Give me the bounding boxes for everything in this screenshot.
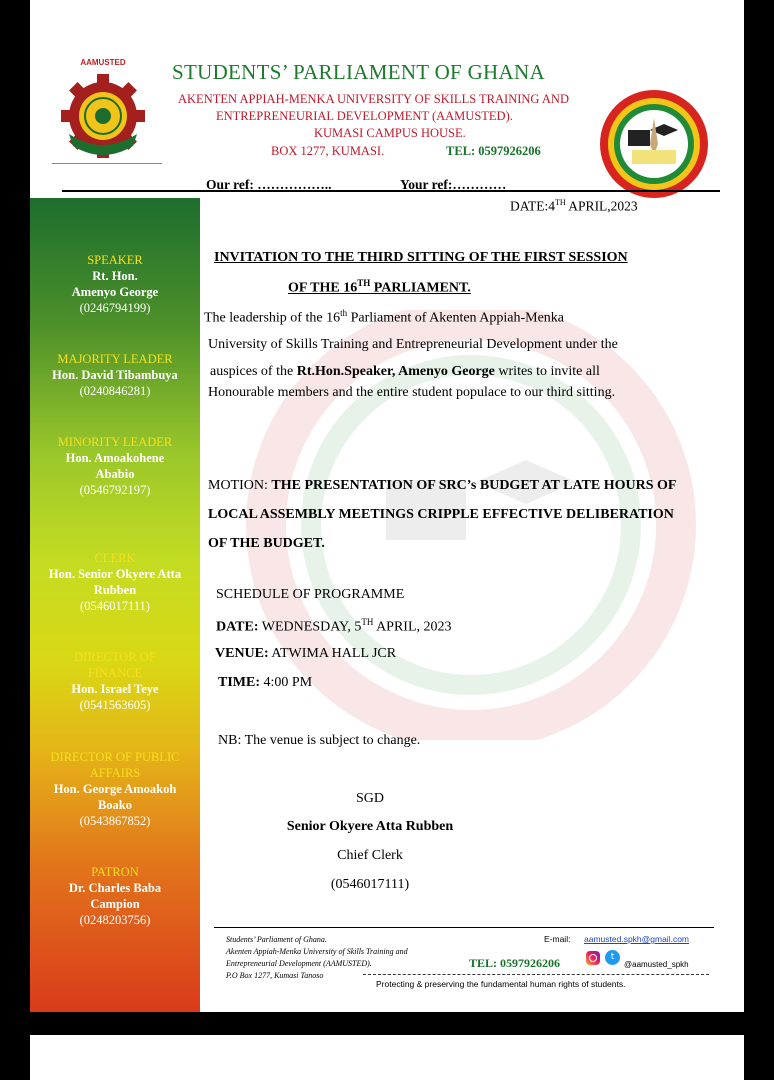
footer-address: Students’ Parliament of Ghana. Akenten Appiah-Menka University of Skills Training and Entrepreneurial Development (AAMUSTED). P.O Box 1277, Kumasi Tanoso [226,935,408,980]
sidebar-patron: PATRON Dr. Charles Baba Campion (0248203756) [68,865,162,927]
sidebar-majority-leader: MAJORITY LEADER Hon. David Tibambuya (0240846281) [52,352,178,398]
campus-house: KUMASI CAMPUS HOUSE. [314,126,466,140]
footer-telephone: TEL: 0597926206 [469,956,561,970]
invitation-title-line2: OF THE 16TH PARLIAMENT. [288,278,471,296]
invitation-title-line1: INVITATION TO THE THIRD SITTING OF THE FIRST SESSION [214,250,628,265]
next-page-edge [30,1035,744,1080]
schedule-time: TIME: 4:00 PM [218,675,313,690]
header-telephone: TEL: 0597926206 [446,144,541,158]
footer-email-link[interactable]: aamusted.spkh@gmail.com [584,934,690,944]
signatory-phone: (0546017111) [330,877,410,892]
organization-title: STUDENTS’ PARLIAMENT OF GHANA [172,60,545,84]
crest-caption: AAMUSTED [80,58,126,67]
sidebar-minority-leader: MINORITY LEADER Hon. Amoakohene Ababio (0546792197) [57,435,173,497]
sidebar-director-finance: DIRECTOR OF FINANCE Hon. Israel Teye (0541563605) [71,650,159,712]
footer-motto: Protecting & preserving the fundamental human rights of students. [376,979,626,989]
signatory-title: Chief Clerk [337,848,403,863]
our-ref: Our ref: …………….. [206,177,332,192]
instagram-icon[interactable] [586,951,600,965]
schedule-date: DATE: WEDNESDAY, 5TH APRIL, 2023 [216,617,452,635]
university-name-line1: AKENTEN APPIAH-MENKA UNIVERSITY OF SKILLS TRAINING AND [178,92,569,106]
letter-page [30,0,744,1012]
footer-rule [214,927,714,928]
your-ref: Your ref:………… [400,177,507,192]
signature-sgd: SGD [355,791,384,806]
university-name-line2: ENTREPRENEURIAL DEVELOPMENT (AAMUSTED). [216,109,513,123]
footer-email-label: E-mail: [544,934,571,944]
postal-box: BOX 1277, KUMASI. [271,144,385,158]
venue-note: NB: The venue is subject to change. [218,733,421,748]
letter-date: DATE:4TH APRIL,2023 [510,198,638,214]
footer-dashed-rule [363,974,709,975]
header-rule [62,190,720,192]
sidebar-clerk: CLERK Hon. Senior Okyere Atta Rubben (0546017111) [48,551,182,613]
body-paragraph-line4: Honourable members and the entire student populace to our third sitting. [208,385,616,400]
parliament-seal-logo [598,88,710,200]
schedule-venue: VENUE: ATWIMA HALL JCR [215,646,397,661]
motion-statement: MOTION: THE PRESENTATION OF SRC’s BUDGET AT LATE HOURS OF LOCAL ASSEMBLY MEETINGS CRIPPLE EFFECTIVE DELIBERATION OF THE BUDGET. [208,478,676,551]
body-paragraph-line2: University of Skills Training and Entrepreneurial Development under the [208,337,618,352]
signatory-name: Senior Okyere Atta Rubben [286,819,454,834]
social-handle[interactable]: @aamusted_spkh [624,960,689,969]
twitter-icon[interactable]: t [605,950,620,965]
body-paragraph-line1: The leadership of the 16th Parliament of Akenten Appiah-Menka [204,308,565,326]
body-paragraph-line3: auspices of the Rt.Hon.Speaker, Amenyo George writes to invite all [210,364,600,379]
schedule-heading: SCHEDULE OF PROGRAMME [216,587,405,602]
crest-underline [52,163,162,164]
sidebar-director-public-affairs: DIRECTOR OF PUBLIC AFFAIRS Hon. George Amoakoh Boako (0543867852) [50,750,180,828]
sidebar-speaker: SPEAKER Rt. Hon. Amenyo George (0246794199) [71,253,159,315]
aamusted-crest-logo [48,58,158,166]
